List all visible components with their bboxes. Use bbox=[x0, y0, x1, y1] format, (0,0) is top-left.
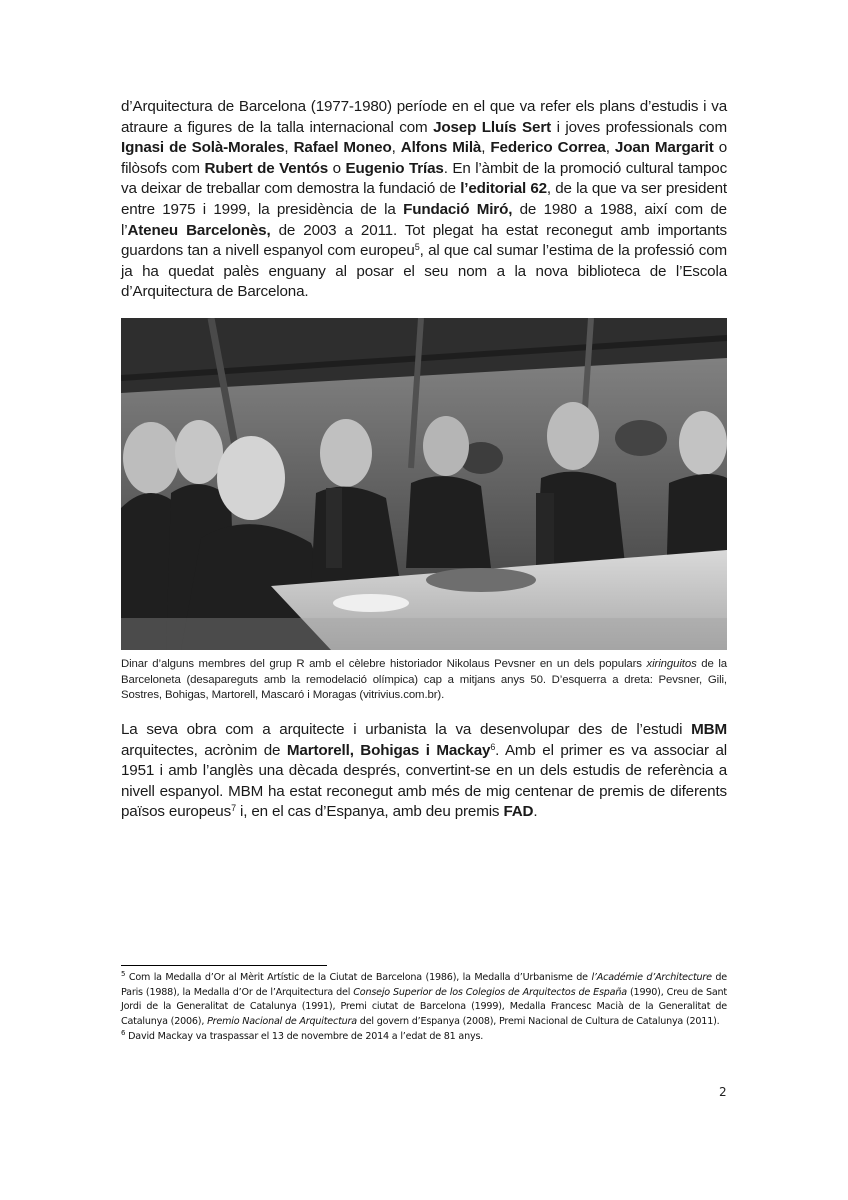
text: o filòsofs com bbox=[121, 139, 728, 177]
text: . En l’àmbit de la promoció cultural tampoc va deixar de treballar com demostra la fundació de bbox=[121, 159, 728, 198]
name-ventos: Rubert de Ventós bbox=[204, 159, 329, 177]
mbm-names: Martorell, Bohigas i Mackay bbox=[286, 741, 491, 759]
text: i, en el cas d’Espanya, amb deu premis bbox=[235, 803, 504, 821]
text: , de la que va ser president entre 1975 i 1999, la presidència de la bbox=[121, 180, 727, 218]
text: David Mackay va traspassar el 13 de novembre de 2014 a l’edat de 81 anys. bbox=[125, 1030, 484, 1042]
text: . bbox=[533, 803, 538, 821]
footnote-6 bbox=[121, 1030, 727, 1045]
photo-caption bbox=[121, 657, 727, 704]
historical-photo bbox=[121, 318, 727, 650]
body-paragraph-2 bbox=[121, 720, 727, 823]
footnote-number: 5 bbox=[121, 970, 126, 978]
footnote-ref-6[interactable]: 6 bbox=[490, 741, 496, 752]
footnote-separator bbox=[121, 965, 327, 966]
body-paragraph-1 bbox=[121, 97, 727, 303]
text: de Paris (1988), la Medalla d’Or de l’Arquitectura del bbox=[121, 972, 727, 998]
footnote-ref-7[interactable]: 7 bbox=[231, 803, 236, 814]
mbm: MBM bbox=[691, 721, 727, 738]
text: , bbox=[481, 139, 491, 157]
text: , bbox=[284, 139, 294, 157]
footnote-5 bbox=[121, 971, 727, 1030]
text: Com la Medalla d’Or al Mèrit Artístic de la Ciutat de Barcelona (1986), la Medalla d’Urbanisme de bbox=[125, 972, 592, 983]
text: de la Barceloneta (desapareguts amb la remodelació olímpica) cap a mitjans anys 50. D’esquerra a dreta: Pevsner, Gili, Sostres, Bohigas, Martorell, Mascaró i Moragas (vitrivius.com.br). bbox=[121, 658, 727, 701]
text: i joves professionals com bbox=[551, 118, 727, 136]
text: (1990), Creu de Sant Jordi de la Generalitat de Catalunya (1991), Premi ciutat de Barcelona (1999), Medalla Francesc Macià de la Generalitat de Catalunya (2006), bbox=[121, 986, 727, 1028]
text: arquitectes, acrònim de bbox=[121, 741, 287, 759]
editorial-62: l’editorial 62 bbox=[460, 180, 547, 198]
name-moneo: Rafael Moneo bbox=[293, 139, 392, 157]
name-margarit: Joan Margarit bbox=[614, 139, 714, 157]
footnote-ref-5[interactable]: 5 bbox=[414, 242, 420, 253]
name-sola-morales: Ignasi de Solà-Morales bbox=[121, 139, 285, 157]
text: La seva obra com a arquitecte i urbanista la va desenvolupar des de l’estudi bbox=[121, 721, 692, 738]
text: de 2003 a 2011. Tot plegat ha estat reconegut amb importants guardons tan a nivell espanyol com europeu bbox=[121, 221, 727, 260]
footnotes bbox=[121, 971, 727, 1045]
fundacio-miro: Fundació Miró, bbox=[403, 200, 513, 218]
name-sert: Josep Lluís Sert bbox=[433, 118, 551, 136]
fad: FAD bbox=[503, 803, 534, 821]
text: Dinar d’alguns membres del grup R amb el cèlebre historiador Nikolaus Pevsner en un dels populars bbox=[121, 658, 647, 670]
italic-term: xiringuitos bbox=[646, 658, 697, 670]
name-trias: Eugenio Trías bbox=[345, 159, 444, 177]
footnote-number: 6 bbox=[121, 1028, 126, 1037]
text: , al que cal sumar l’estima de la professió com ja ha quedat palès enguany al posar el seu nom a la nova biblioteca de l’Escola d’Arquitectura de Barcelona. bbox=[121, 242, 727, 301]
page-number: 2 bbox=[719, 1085, 727, 1099]
text: de 1980 a 1988, així com de l’ bbox=[121, 200, 727, 239]
text: , bbox=[605, 139, 615, 157]
text: , bbox=[391, 139, 401, 157]
ateneu-barcelones: Ateneu Barcelonès, bbox=[127, 221, 271, 239]
text: . Amb el primer es va associar al 1951 i amb l’anglès una dècada després, convertint-se en un dels estudis de referència a nivell espanyol. MBM ha estat reconegut amb més de mig centenar de premis de diferents països europeus bbox=[121, 741, 727, 821]
italic-text: l’Académie d’Architecture bbox=[591, 972, 712, 983]
text: o bbox=[328, 159, 346, 177]
text: d’Arquitectura de Barcelona (1977-1980) període en el que va refer els plans d’estudis i va atraure a figures de la talla internacional com bbox=[121, 98, 727, 136]
name-mila: Alfons Milà bbox=[400, 139, 482, 157]
name-correa: Federico Correa bbox=[490, 139, 606, 157]
text: del govern d’Espanya (2008), Premi Nacional de Cultura de Catalunya (2011). bbox=[356, 1016, 720, 1028]
italic-text: Premio Nacional de Arquitectura bbox=[207, 1016, 357, 1028]
italic-text: Consejo Superior de los Colegios de Arquitectos de España bbox=[353, 986, 627, 998]
